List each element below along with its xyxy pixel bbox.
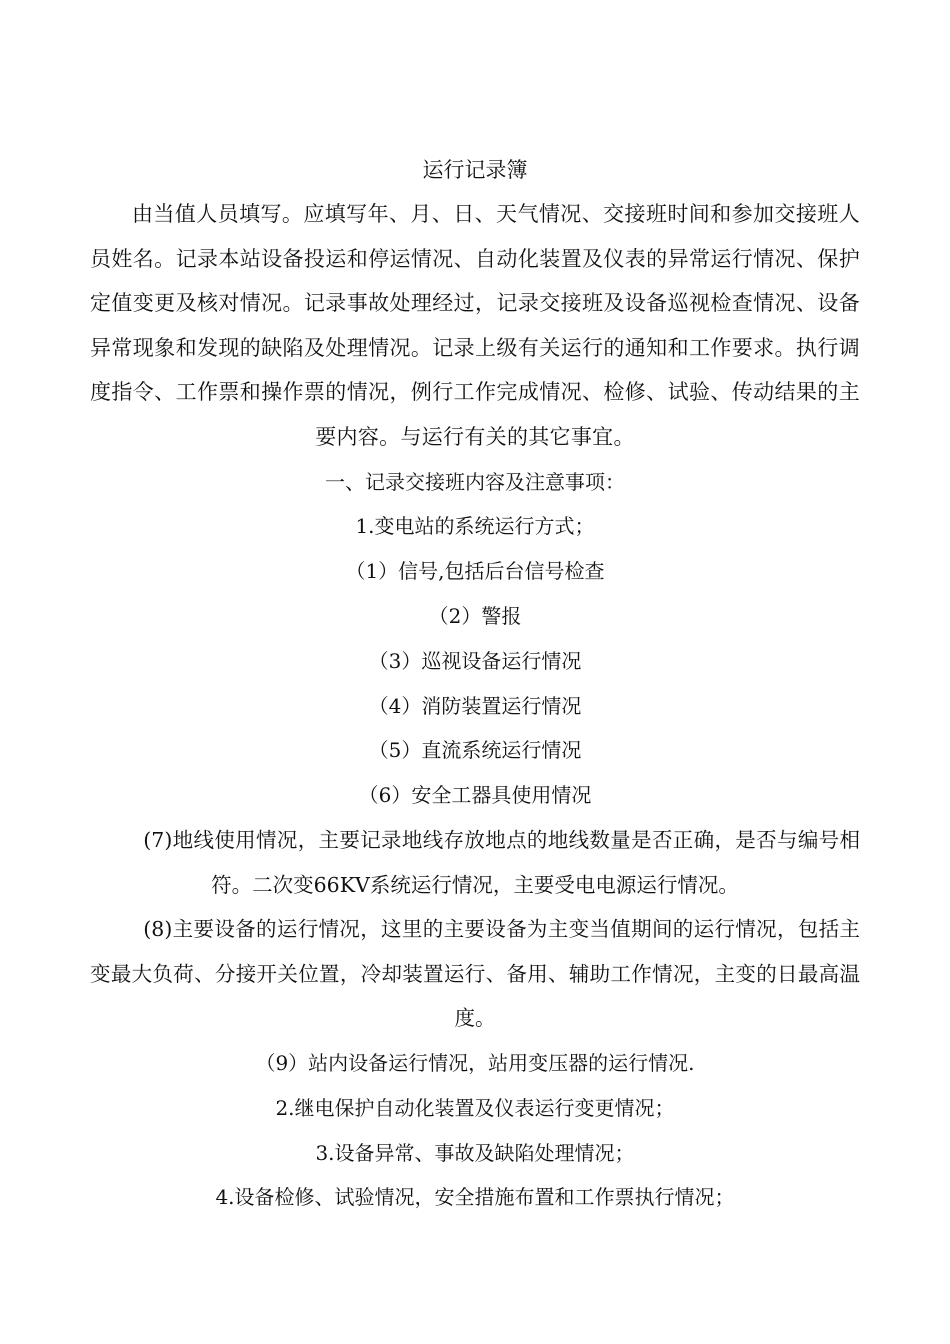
sub-item-1: （1）信号,包括后台信号检查 — [345, 559, 605, 584]
sub-item-3: （3）巡视设备运行情况 — [368, 648, 582, 673]
item-1: 1.变电站的系统运行方式； — [355, 514, 595, 539]
item-2: 2.继电保护自动化装置及仪表运行变更情况； — [275, 1095, 675, 1120]
sub-item-4: （4）消防装置运行情况 — [368, 693, 582, 718]
sub-item-8: (8)主要设备的运行情况，这里的主要设备为主变当值期间的运行情况，包括主变最大负荷、分接开关位置，冷却装置运行、备用、辅助工作情况，主变的日最高温度。 — [90, 917, 860, 1031]
item-4: 4.设备检修、试验情况，安全措施布置和工作票执行情况； — [215, 1185, 735, 1210]
sub-item-9: （9）站内设备运行情况，站用变压器的运行情况. — [255, 1050, 695, 1075]
document-page — [90, 148, 860, 1220]
intro-paragraph: 由当值人员填写。应填写年、月、日、天气情况、交接班时间和参加交接班人员姓名。记录本站设备投运和停运情况、自动化装置及仪表的异常运行情况、保护定值变更及核对情况。记录事故处理经过，记录交接班及设备巡视检查情况、设备异常现象和发现的缺陷及处理情况。记录上级有关运行的通知和工作要求。执行调度指令、工作票和操作票的情况，例行工作完成情况、检修、试验、传动结果的主要内容。与运行有关的其它事宜。 — [90, 202, 860, 449]
sub-item-5: （5）直流系统运行情况 — [368, 738, 582, 763]
document-title: 运行记录簿 — [422, 158, 528, 182]
sub-item-7: (7)地线使用情况，主要记录地线存放地点的地线数量是否正确，是否与编号相符。二次变66KV系统运行情况，主要受电电源运行情况。 — [143, 827, 860, 897]
item-3: 3.设备异常、事故及缺陷处理情况； — [315, 1140, 635, 1165]
sub-item-6: （6）安全工器具使用情况 — [358, 783, 592, 808]
section-heading: 一、记录交接班内容及注意事项： — [325, 469, 625, 494]
sub-item-2: （2）警报 — [428, 603, 522, 628]
